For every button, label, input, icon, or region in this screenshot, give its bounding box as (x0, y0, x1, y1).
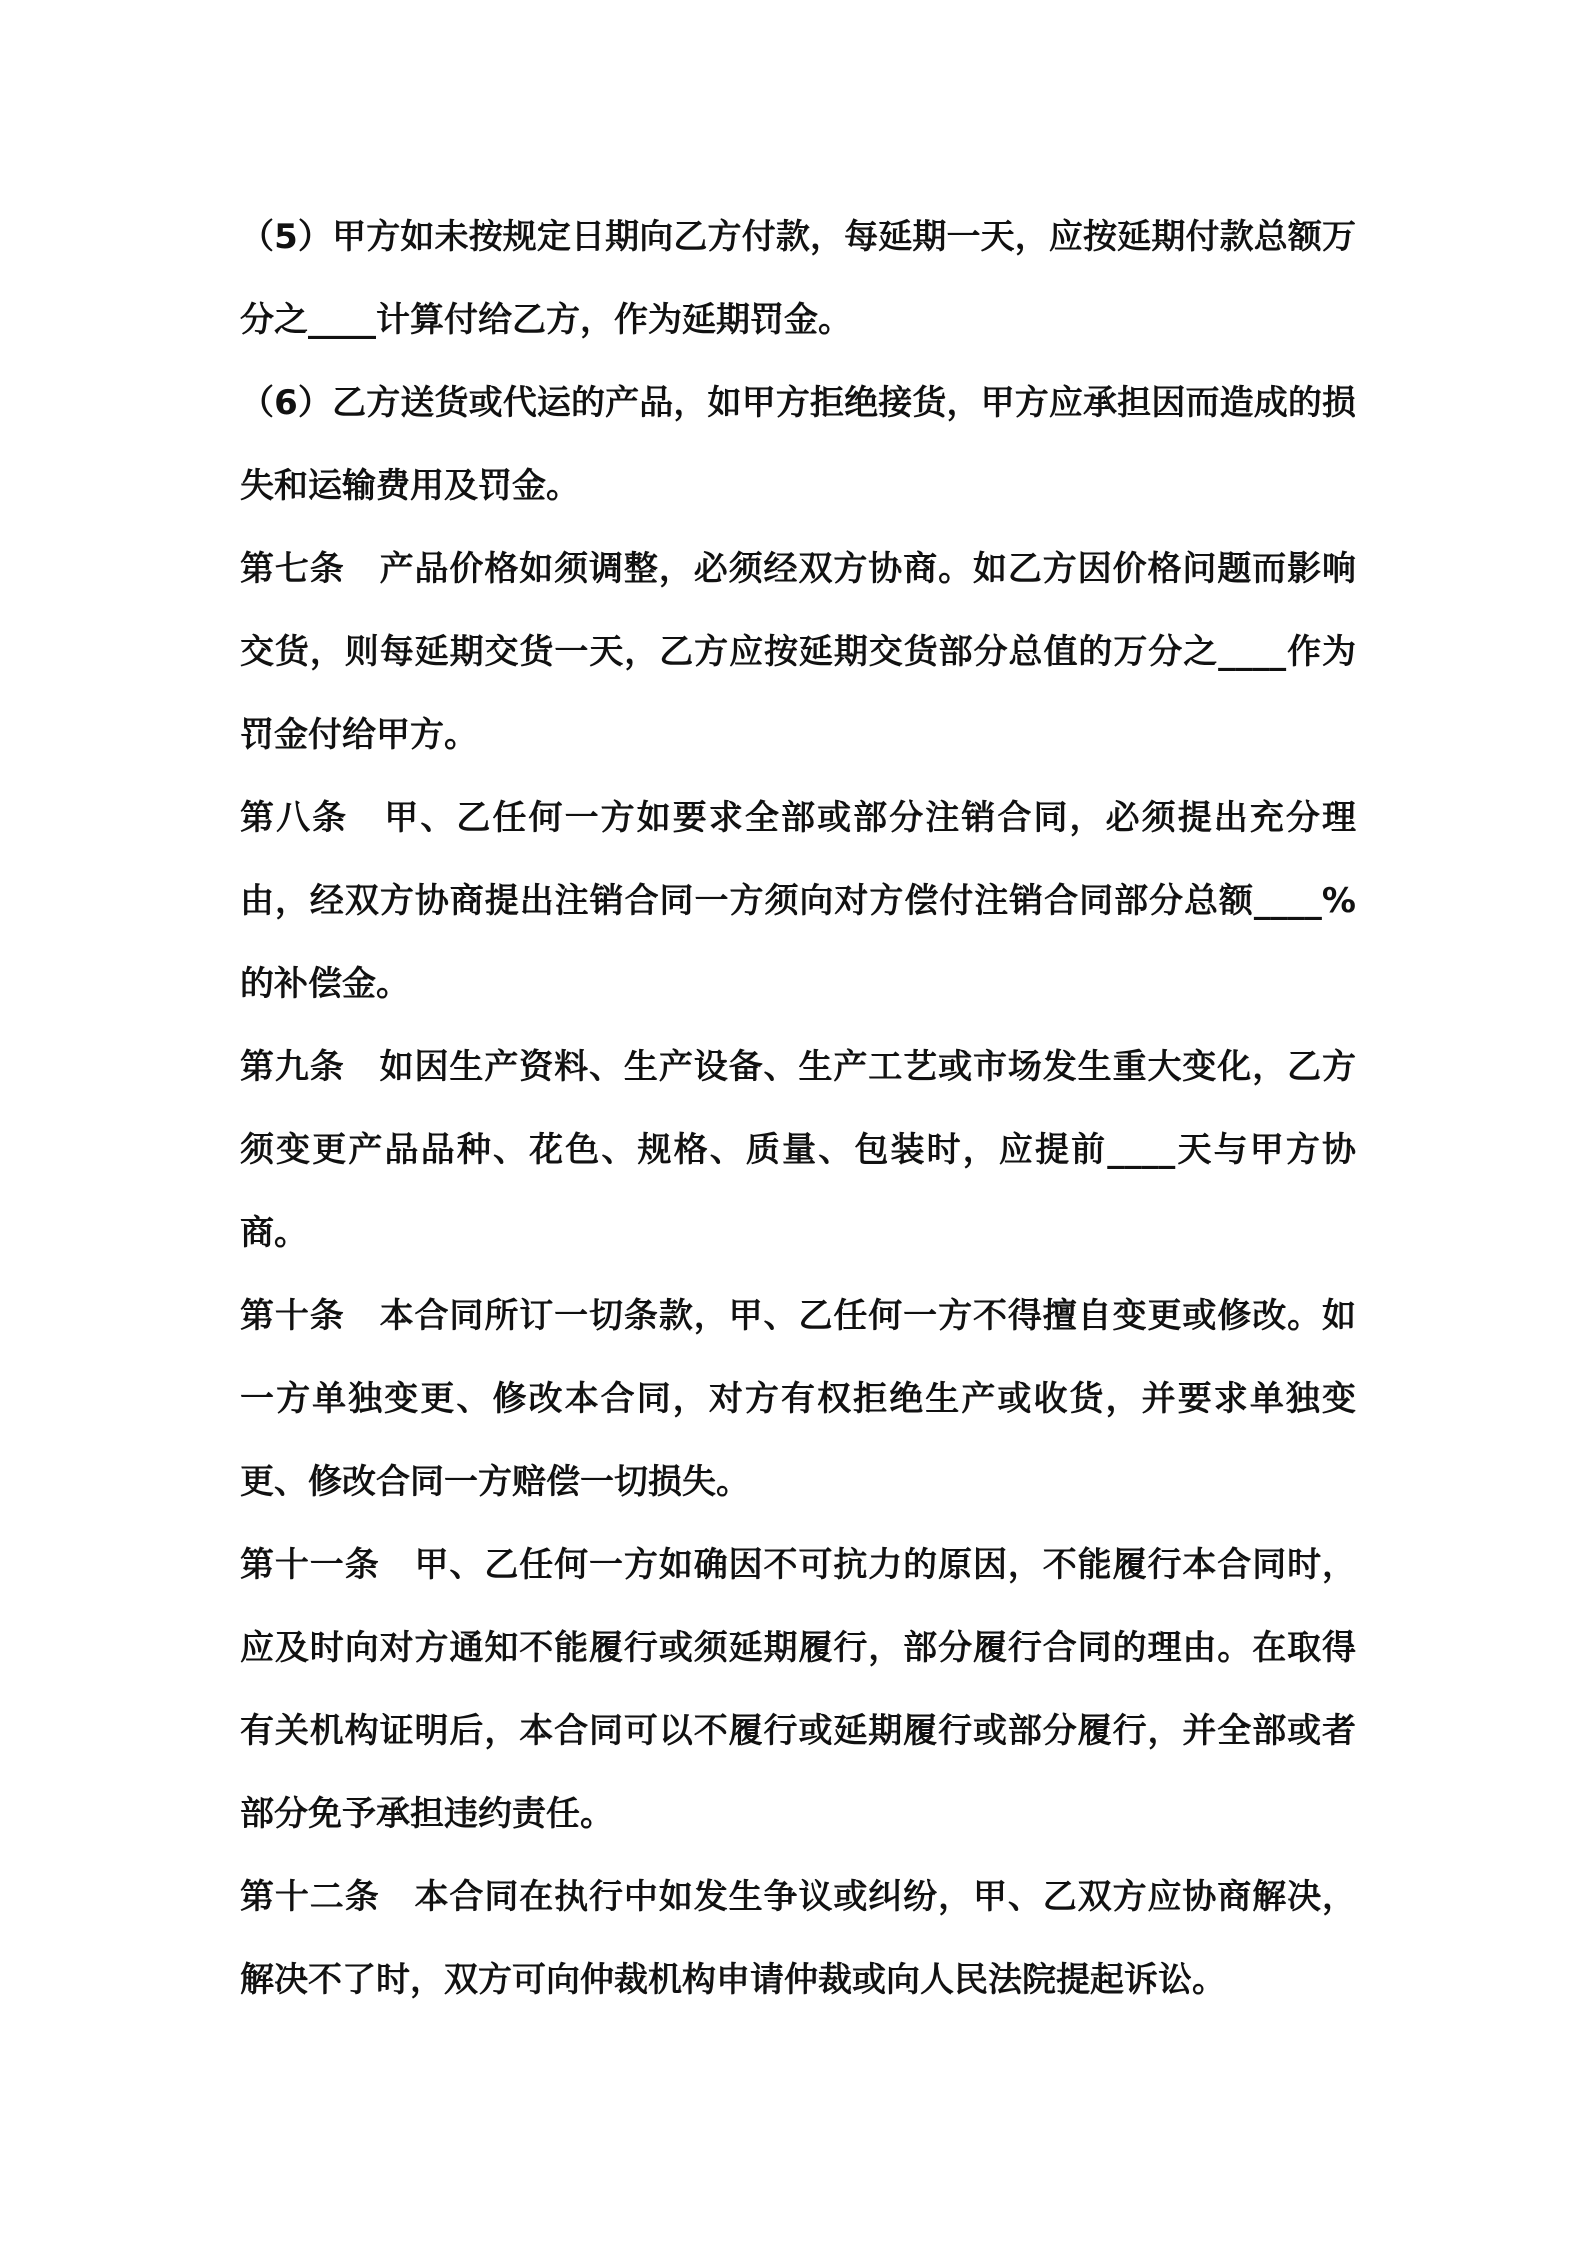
contract-body (240, 196, 1356, 2022)
article-10-no-unilateral-modification: 第十条 本合同所订一切条款，甲、乙任何一方不得擅自变更或修改。如一方单独变更、修改本合同，对方有权拒绝生产或收货，并要求单独变更、修改合同一方赔偿一切损失。 (240, 1296, 1356, 1502)
article-7-price-adjustment: 第七条 产品价格如须调整，必须经双方协商。如乙方因价格问题而影响交货，则每延期交货一天，乙方应按延期交货部分总值的万分之____作为罚金付给甲方。 (240, 549, 1356, 755)
article-12-dispute-resolution: 第十二条 本合同在执行中如发生争议或纠纷，甲、乙双方应协商解决，解决不了时，双方可向仲裁机构申请仲裁或向人民法院提起诉讼。 (240, 1877, 1356, 2000)
article-8-contract-cancellation: 第八条 甲、乙任何一方如要求全部或部分注销合同，必须提出充分理由，经双方协商提出注销合同一方须向对方偿付注销合同部分总额____%的补偿金。 (240, 798, 1356, 1004)
clause-5-late-payment: （5）甲方如未按规定日期向乙方付款，每延期一天，应按延期付款总额万分之____计算付给乙方，作为延期罚金。 (240, 217, 1356, 340)
article-9-product-changes: 第九条 如因生产资料、生产设备、生产工艺或市场发生重大变化，乙方须变更产品品种、花色、规格、质量、包装时，应提前____天与甲方协商。 (240, 1047, 1356, 1253)
clause-6-rejected-delivery: （6）乙方送货或代运的产品，如甲方拒绝接货，甲方应承担因而造成的损失和运输费用及罚金。 (240, 383, 1356, 506)
article-11-force-majeure: 第十一条 甲、乙任何一方如确因不可抗力的原因，不能履行本合同时，应及时向对方通知不能履行或须延期履行，部分履行合同的理由。在取得有关机构证明后，本合同可以不履行或延期履行或部分履行，并全部或者部分免予承担违约责任。 (240, 1545, 1356, 1834)
